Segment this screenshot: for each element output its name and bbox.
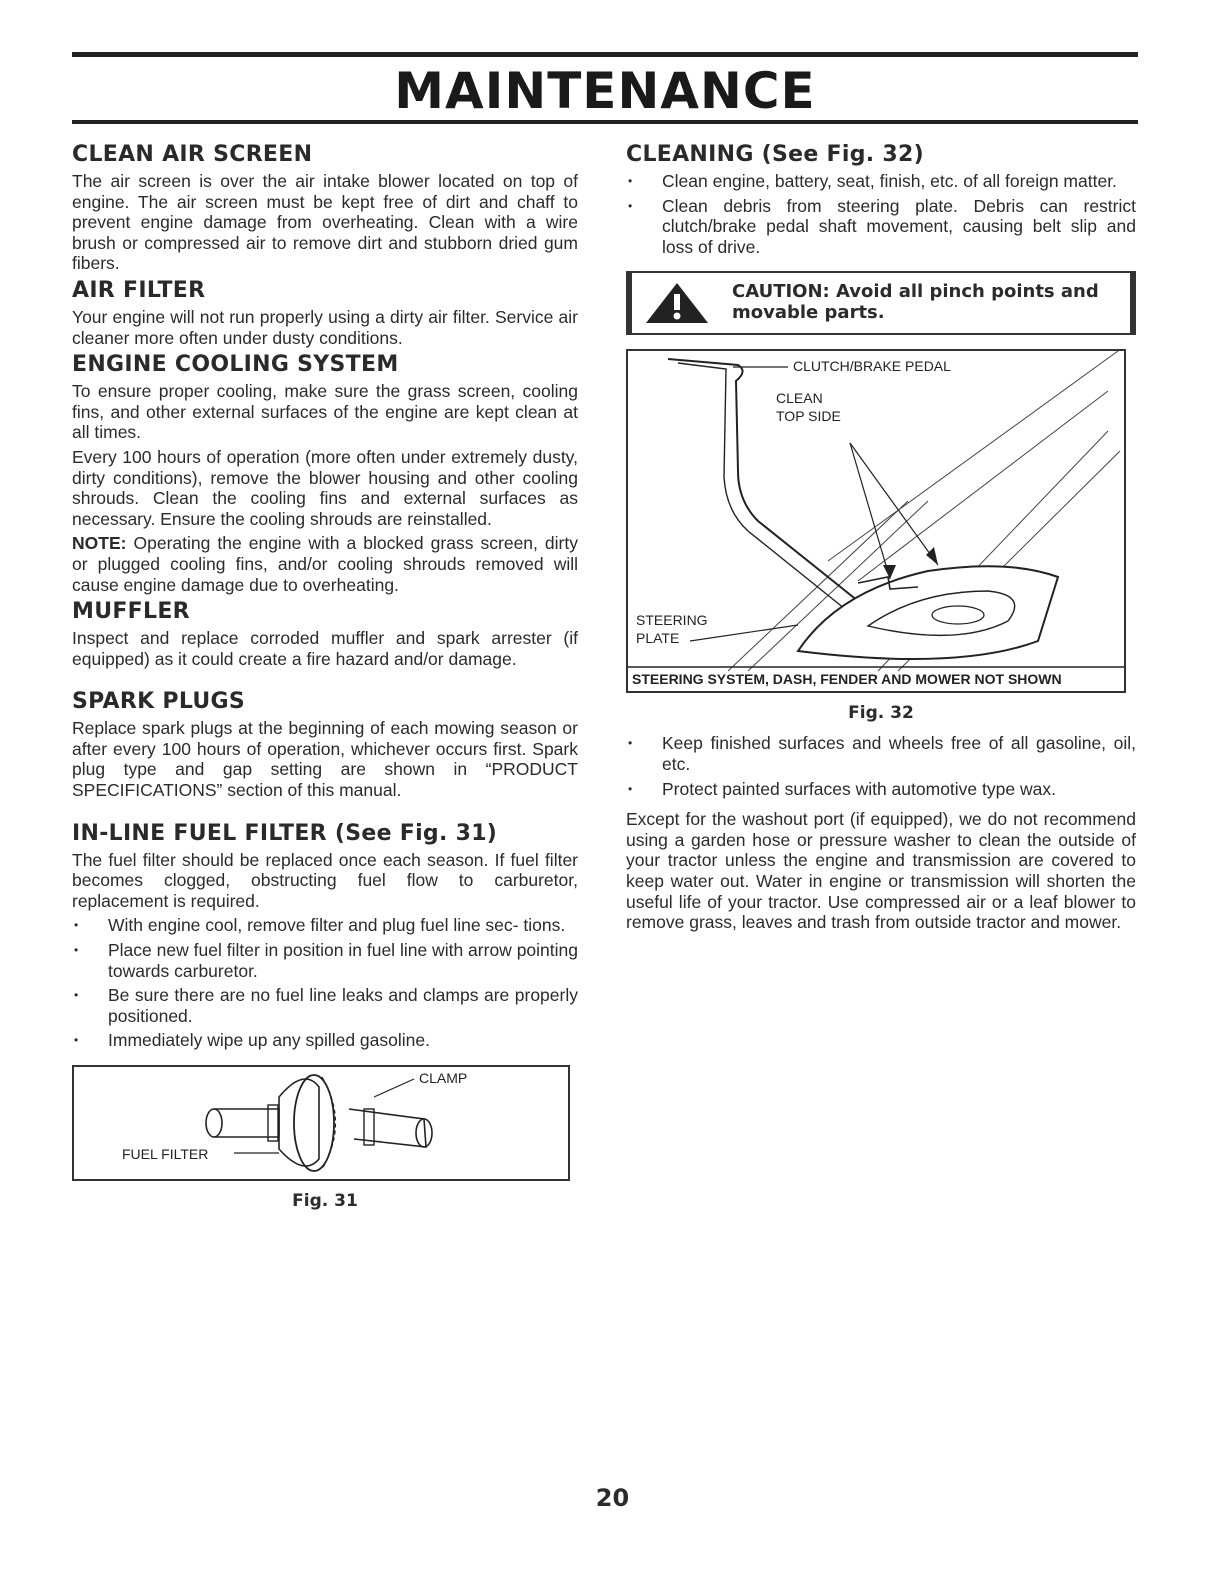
note-text: Operating the engine with a blocked grass screen, dirty or plugged cooling fins, and/or cooling shrouds removed will cause engine damage due to overheating.: [72, 533, 578, 595]
list-item: • Keep finished surfaces and wheels free of all gasoline, oil, etc.: [628, 733, 1136, 774]
cleaning-closing-text: Except for the washout port (if equipped), we do not recommend using a garden hose or pressure washer to clean the outside of your tractor unless the engine and transmission are covered to keep water out. Water in engine or transmission will shorten the useful life of your tractor. Use compressed air or a leaf blower to remove grass, leaves and trash from outside tractor and mower.: [626, 809, 1136, 933]
steering-plate-illustration: [628, 351, 1124, 691]
bullet-icon: •: [628, 781, 633, 796]
fuel-filter-text: The fuel filter should be replaced once each season. If fuel filter becomes clogged, obstructing fuel flow to carburetor, replacement is required.: [72, 849, 578, 911]
figure-31-box: [72, 1065, 570, 1181]
bullet-icon: •: [74, 918, 79, 933]
figure-32-caption: Fig. 32: [848, 703, 914, 724]
clean-label: CLEAN: [776, 390, 823, 407]
caution-box: [626, 271, 1136, 335]
list-item: • Clean debris from steering plate. Debris can restrict clutch/brake pedal shaft movement, causing belt slip and loss of drive.: [628, 195, 1136, 257]
spark-plugs-text: Replace spark plugs at the beginning of each mowing season or after every 100 hours of operation, whichever occurs first. Spark plug type and gap setting are shown in “PRODUCT SPECIFICATIONS” section of this manual.: [72, 718, 578, 801]
fuel-filter-steps: [72, 915, 578, 1051]
header-top-rule: [72, 52, 1138, 57]
engine-cooling-text-2: Every 100 hours of operation (more often under extremely dusty, dirty conditions), remove the blower housing and other cooling shrouds. Clean the cooling fins and external surfaces as necessary. Ensure the cooling shrouds are reinstalled.: [72, 446, 578, 529]
bullet-icon: •: [74, 1033, 79, 1048]
warning-triangle-icon: [642, 281, 712, 325]
list-item: • With engine cool, remove filter and plug fuel line sec- tions.: [74, 915, 566, 936]
fuel-filter-label: FUEL FILTER: [122, 1146, 209, 1162]
fuel-filter-illustration: [74, 1067, 568, 1179]
bullet-icon: •: [628, 174, 633, 188]
page-title: MAINTENANCE: [394, 62, 816, 120]
engine-cooling-heading: ENGINE COOLING SYSTEM: [72, 352, 399, 378]
air-filter-text: Your engine will not run properly using a dirty air filter. Service air cleaner more often under dusty conditions.: [72, 306, 578, 348]
spark-plugs-heading: SPARK PLUGS: [72, 689, 246, 715]
bullet-icon: •: [628, 198, 633, 213]
engine-cooling-text-1: To ensure proper cooling, make sure the grass screen, cooling fins, and other external surfaces of the engine are kept clean at all times.: [72, 381, 578, 443]
clean-air-screen-text: The air screen is over the air intake blower located on top of engine. The air screen must be kept free of dirt and chaff to prevent engine damage from overheating. Clean with a wire brush or compressed air to remove dirt and stubborn dried gum fibers.: [72, 171, 578, 274]
left-column: [72, 138, 578, 1211]
air-filter-heading: AIR FILTER: [72, 277, 206, 303]
right-column: [626, 138, 1136, 937]
muffler-text: Inspect and replace corroded muffler and spark arrester (if equipped) as it could create a fire hazard and/or damage.: [72, 628, 578, 669]
steering-label: STEERING: [636, 612, 708, 629]
clutch-brake-pedal-label: CLUTCH/BRAKE PEDAL: [793, 358, 951, 375]
bullet-icon: •: [628, 736, 633, 751]
list-item: • Be sure there are no fuel line leaks and clamps are properly positioned.: [74, 985, 578, 1026]
header-bottom-rule: [72, 120, 1138, 124]
figure-footer-label: STEERING SYSTEM, DASH, FENDER AND MOWER NOT SHOWN: [632, 671, 1062, 688]
note-label: NOTE:: [72, 533, 127, 554]
top-side-label: TOP SIDE: [776, 408, 841, 425]
clean-air-screen-heading: CLEAN AIR SCREEN: [72, 142, 313, 167]
figure-32-box: [626, 349, 1126, 693]
caution-text: CAUTION: Avoid all pinch points and movable parts.: [732, 281, 1099, 324]
list-item: • Place new fuel filter in position in fuel line with arrow pointing towards carburetor.: [74, 940, 578, 981]
bullet-icon: •: [74, 943, 79, 958]
page-number: 20: [595, 1484, 630, 1512]
engine-cooling-note: [72, 533, 578, 595]
cleaning-steps-bottom: [626, 733, 1136, 799]
list-item: • Protect painted surfaces with automotive type wax.: [628, 778, 1056, 799]
cleaning-steps-top: [626, 171, 1136, 257]
fuel-filter-heading: IN-LINE FUEL FILTER (See Fig. 31): [72, 820, 498, 846]
list-item: • Immediately wipe up any spilled gasoline.: [74, 1030, 430, 1051]
figure-31-caption: Fig. 31: [292, 1191, 358, 1211]
muffler-heading: MUFFLER: [72, 599, 190, 625]
plate-label: PLATE: [636, 630, 680, 647]
bullet-icon: •: [74, 988, 79, 1003]
cleaning-heading: CLEANING (See Fig. 32): [626, 142, 924, 167]
list-item: • Clean engine, battery, seat, finish, etc. of all foreign matter.: [628, 171, 1117, 191]
clamp-label: CLAMP: [419, 1070, 468, 1086]
